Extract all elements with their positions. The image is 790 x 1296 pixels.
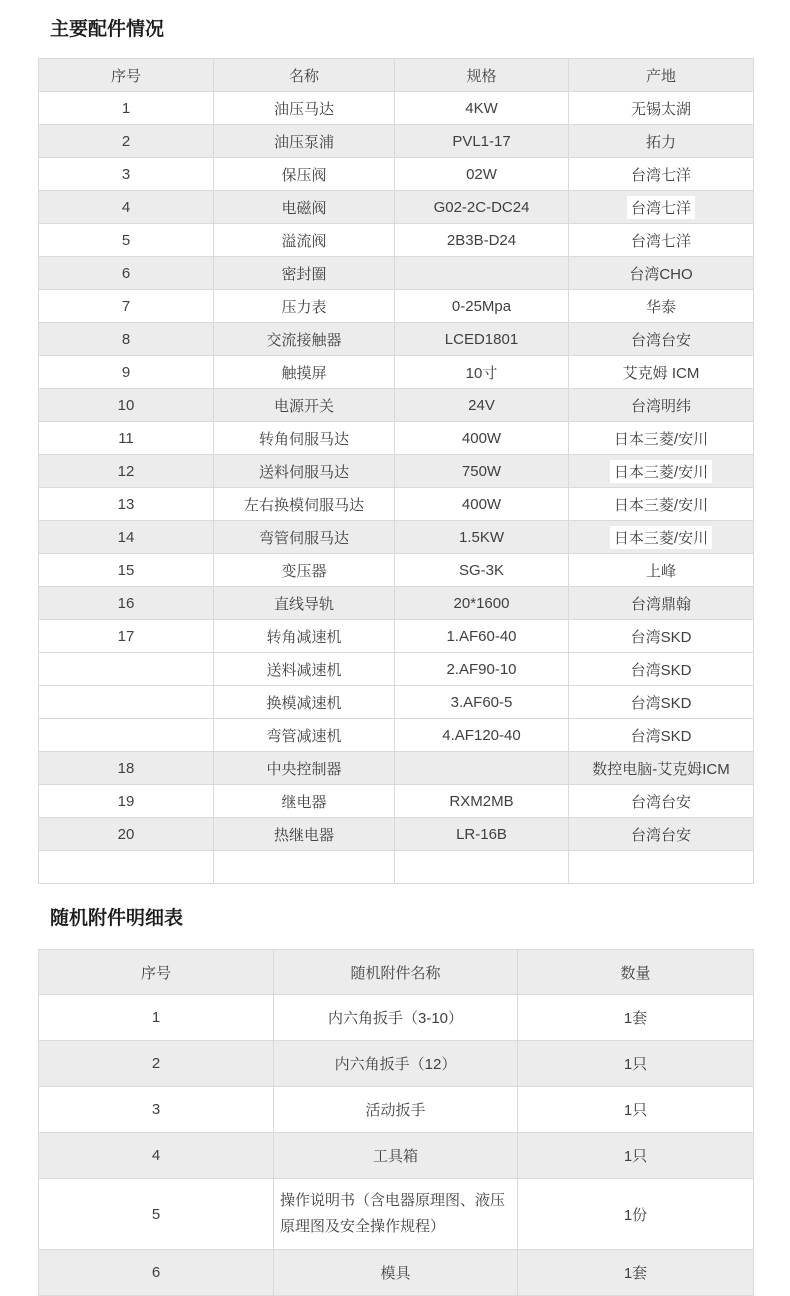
cell-spec: SG-3K <box>395 554 569 587</box>
cell-quantity: 1只 <box>518 1133 754 1179</box>
cell-serial: 16 <box>39 587 214 620</box>
cell-name: 交流接触器 <box>214 323 395 356</box>
cell-serial: 18 <box>39 752 214 785</box>
cell-serial: 3 <box>39 158 214 191</box>
cell-origin: 台湾SKD <box>569 686 754 719</box>
table-row <box>39 785 754 818</box>
cell-serial: 14 <box>39 521 214 554</box>
cell-name: 中央控制器 <box>214 752 395 785</box>
table-row <box>39 521 754 554</box>
cell-spec: PVL1-17 <box>395 125 569 158</box>
table-row <box>39 995 754 1041</box>
cell-serial <box>39 686 214 719</box>
cell-serial: 17 <box>39 620 214 653</box>
cell-quantity: 1只 <box>518 1041 754 1087</box>
cell-spec: RXM2MB <box>395 785 569 818</box>
table-row <box>39 818 754 851</box>
cell-spec: LR-16B <box>395 818 569 851</box>
cell-spec: 3.AF60-5 <box>395 686 569 719</box>
table-row <box>39 389 754 422</box>
cell-accessory-name: 活动扳手 <box>274 1087 518 1133</box>
cell-name: 溢流阀 <box>214 224 395 257</box>
empty-cell <box>39 851 214 884</box>
cell-origin <box>569 521 754 554</box>
cell-name: 电磁阀 <box>214 191 395 224</box>
cell-serial: 3 <box>39 1087 274 1133</box>
cell-accessory-name: 模具 <box>274 1250 518 1296</box>
cell-name: 转角伺服马达 <box>214 422 395 455</box>
cell-spec: G02-2C-DC24 <box>395 191 569 224</box>
table-row <box>39 1087 754 1133</box>
partial-empty-row <box>39 851 754 884</box>
highlighted-text: 日本三菱/安川 <box>610 460 712 483</box>
cell-serial: 1 <box>39 995 274 1041</box>
cell-spec <box>395 257 569 290</box>
table-row <box>39 356 754 389</box>
cell-quantity: 1份 <box>518 1179 754 1250</box>
table-row <box>39 554 754 587</box>
table-row <box>39 422 754 455</box>
cell-serial: 19 <box>39 785 214 818</box>
table-row <box>39 257 754 290</box>
cell-name: 变压器 <box>214 554 395 587</box>
table-row <box>39 224 754 257</box>
table-row <box>39 587 754 620</box>
table-row <box>39 1250 754 1296</box>
cell-quantity: 1套 <box>518 1250 754 1296</box>
table-row <box>39 92 754 125</box>
cell-serial: 4 <box>39 1133 274 1179</box>
table-row <box>39 125 754 158</box>
cell-serial: 6 <box>39 1250 274 1296</box>
main-parts-body <box>39 92 754 884</box>
cell-serial: 5 <box>39 1179 274 1250</box>
cell-name: 转角减速机 <box>214 620 395 653</box>
cell-origin: 日本三菱/安川 <box>569 488 754 521</box>
cell-name: 送料减速机 <box>214 653 395 686</box>
table-row <box>39 323 754 356</box>
cell-serial: 4 <box>39 191 214 224</box>
table-row <box>39 653 754 686</box>
column-header: 序号 <box>39 59 214 92</box>
cell-origin <box>569 455 754 488</box>
highlighted-text: 台湾七洋 <box>627 196 695 219</box>
cell-origin: 台湾七洋 <box>569 158 754 191</box>
table-row <box>39 488 754 521</box>
cell-serial: 12 <box>39 455 214 488</box>
column-header: 名称 <box>214 59 395 92</box>
cell-spec: 20*1600 <box>395 587 569 620</box>
cell-origin: 艾克姆 ICM <box>569 356 754 389</box>
cell-name: 油压马达 <box>214 92 395 125</box>
cell-name: 弯管减速机 <box>214 719 395 752</box>
cell-name: 触摸屏 <box>214 356 395 389</box>
cell-origin: 台湾CHO <box>569 257 754 290</box>
empty-cell <box>214 851 395 884</box>
cell-serial: 9 <box>39 356 214 389</box>
cell-spec: 10寸 <box>395 356 569 389</box>
cell-origin: 台湾台安 <box>569 323 754 356</box>
cell-name: 密封圈 <box>214 257 395 290</box>
cell-name: 保压阀 <box>214 158 395 191</box>
table-row <box>39 1041 754 1087</box>
cell-origin: 台湾明纬 <box>569 389 754 422</box>
cell-origin: 台湾SKD <box>569 653 754 686</box>
cell-name: 继电器 <box>214 785 395 818</box>
cell-origin: 无锡太湖 <box>569 92 754 125</box>
cell-origin: 拓力 <box>569 125 754 158</box>
cell-serial: 20 <box>39 818 214 851</box>
cell-quantity: 1套 <box>518 995 754 1041</box>
cell-spec <box>395 752 569 785</box>
cell-serial: 5 <box>39 224 214 257</box>
cell-spec: 1.AF60-40 <box>395 620 569 653</box>
cell-origin: 台湾台安 <box>569 818 754 851</box>
cell-spec: LCED1801 <box>395 323 569 356</box>
cell-name: 弯管伺服马达 <box>214 521 395 554</box>
cell-origin: 台湾SKD <box>569 620 754 653</box>
cell-spec: 24V <box>395 389 569 422</box>
cell-spec: 4.AF120-40 <box>395 719 569 752</box>
cell-spec: 1.5KW <box>395 521 569 554</box>
table-row <box>39 752 754 785</box>
cell-name: 油压泵浦 <box>214 125 395 158</box>
cell-serial: 10 <box>39 389 214 422</box>
cell-spec: 400W <box>395 422 569 455</box>
cell-accessory-name: 操作说明书（含电器原理图、液压原理图及安全操作规程） <box>274 1179 518 1250</box>
cell-origin: 台湾七洋 <box>569 224 754 257</box>
cell-accessory-name: 内六角扳手（3-10） <box>274 995 518 1041</box>
cell-spec: 2B3B-D24 <box>395 224 569 257</box>
cell-quantity: 1只 <box>518 1087 754 1133</box>
cell-serial: 6 <box>39 257 214 290</box>
cell-spec: 750W <box>395 455 569 488</box>
cell-origin <box>569 191 754 224</box>
main-parts-header-row <box>39 59 754 92</box>
cell-origin: 数控电脑-艾克姆ICM <box>569 752 754 785</box>
table-row <box>39 290 754 323</box>
cell-accessory-name: 内六角扳手（12） <box>274 1041 518 1087</box>
column-header: 随机附件名称 <box>274 950 518 995</box>
section2-title: 随机附件明细表 <box>50 908 184 929</box>
cell-spec: 0-25Mpa <box>395 290 569 323</box>
main-parts-table <box>38 58 754 884</box>
highlighted-text: 日本三菱/安川 <box>610 526 712 549</box>
cell-name: 压力表 <box>214 290 395 323</box>
cell-serial: 1 <box>39 92 214 125</box>
table-row <box>39 158 754 191</box>
table-row <box>39 455 754 488</box>
cell-origin: 华泰 <box>569 290 754 323</box>
cell-serial: 11 <box>39 422 214 455</box>
cell-serial <box>39 719 214 752</box>
table-row <box>39 686 754 719</box>
cell-name: 电源开关 <box>214 389 395 422</box>
cell-serial: 15 <box>39 554 214 587</box>
section1-title: 主要配件情况 <box>50 19 165 40</box>
accessories-header-row <box>39 950 754 995</box>
cell-serial: 7 <box>39 290 214 323</box>
cell-name: 左右换模伺服马达 <box>214 488 395 521</box>
cell-name: 换模减速机 <box>214 686 395 719</box>
empty-cell <box>569 851 754 884</box>
cell-accessory-name: 工具箱 <box>274 1133 518 1179</box>
cell-spec: 400W <box>395 488 569 521</box>
cell-origin: 日本三菱/安川 <box>569 422 754 455</box>
table-row <box>39 1179 754 1250</box>
cell-name: 直线导轨 <box>214 587 395 620</box>
accessories-body <box>39 995 754 1296</box>
empty-cell <box>395 851 569 884</box>
table-row <box>39 620 754 653</box>
cell-spec: 2.AF90-10 <box>395 653 569 686</box>
cell-origin: 上峰 <box>569 554 754 587</box>
table-row <box>39 191 754 224</box>
cell-serial: 8 <box>39 323 214 356</box>
cell-serial: 2 <box>39 1041 274 1087</box>
cell-name: 送料伺服马达 <box>214 455 395 488</box>
cell-origin: 台湾SKD <box>569 719 754 752</box>
cell-serial: 2 <box>39 125 214 158</box>
column-header: 产地 <box>569 59 754 92</box>
column-header: 序号 <box>39 950 274 995</box>
column-header: 数量 <box>518 950 754 995</box>
accessories-table <box>38 949 754 1296</box>
table-row <box>39 1133 754 1179</box>
cell-serial: 13 <box>39 488 214 521</box>
column-header: 规格 <box>395 59 569 92</box>
cell-spec: 02W <box>395 158 569 191</box>
table-row <box>39 719 754 752</box>
cell-name: 热继电器 <box>214 818 395 851</box>
cell-origin: 台湾台安 <box>569 785 754 818</box>
cell-spec: 4KW <box>395 92 569 125</box>
cell-origin: 台湾鼎翰 <box>569 587 754 620</box>
cell-serial <box>39 653 214 686</box>
